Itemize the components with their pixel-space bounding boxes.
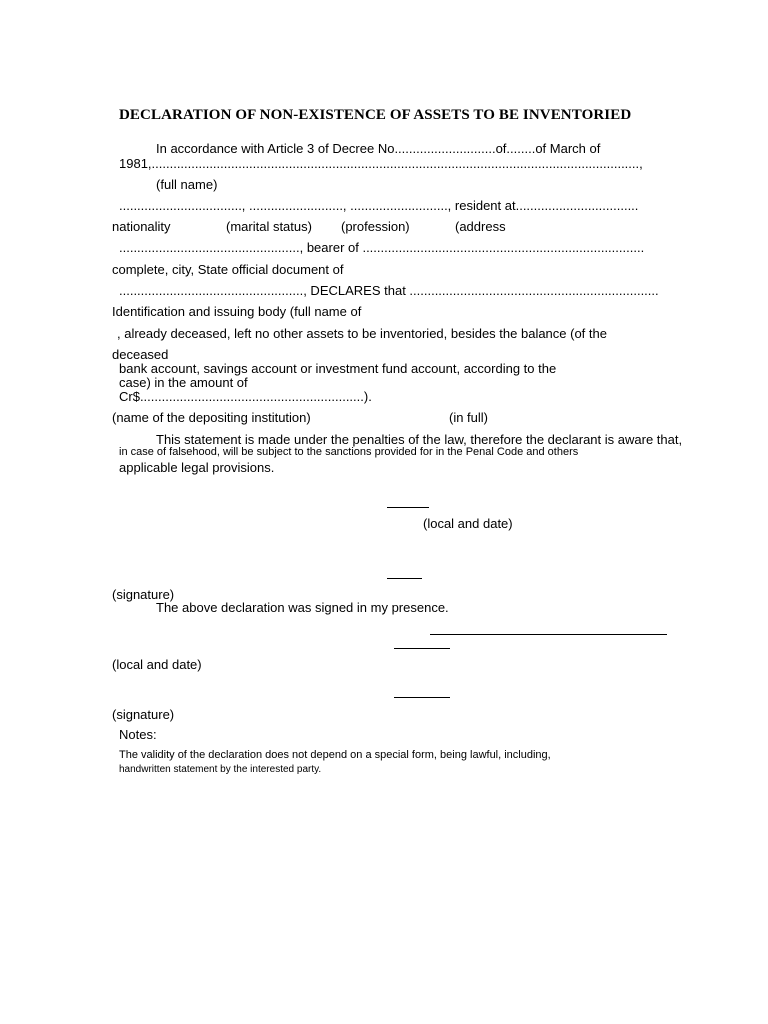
witness-line xyxy=(430,634,667,635)
declares-line: ..................................................., DECLARES that ..................................................................... xyxy=(119,283,659,298)
intro-line-1: In accordance with Article 3 of Decree No............................of........of March of xyxy=(156,141,601,156)
full-name-label: (full name) xyxy=(156,177,218,192)
deceased-label: deceased xyxy=(112,347,169,362)
complete-city-label: complete, city, State official document of xyxy=(112,262,344,277)
already-deceased-line: , already deceased, left no other assets to be inventoried, besides the balance (of the xyxy=(117,326,607,341)
profession-label: (profession) xyxy=(341,219,410,234)
signature-label-2: (signature) xyxy=(112,707,175,722)
amount-line: Cr$..............................................................). xyxy=(119,389,372,404)
nationality-label: nationality xyxy=(112,219,171,234)
marital-status-label: (marital status) xyxy=(226,219,312,234)
statement-line-3: applicable legal provisions. xyxy=(119,460,275,475)
notes-line-1: The validity of the declaration does not depend on a special form, being lawful, including, xyxy=(119,749,551,761)
bearer-line: .................................................., bearer of .............................................................................. xyxy=(119,240,645,255)
intro-line-2: 1981,......................................................................................................................................., xyxy=(119,156,643,171)
notes-heading: Notes: xyxy=(119,727,157,742)
local-and-date-label-2: (local and date) xyxy=(112,657,202,672)
local-and-date-label: (local and date) xyxy=(423,516,513,531)
witness-date-line xyxy=(394,648,450,649)
resident-line: .................................., .........................., ..........................., resident at.................................. xyxy=(119,198,639,213)
signature-line xyxy=(387,578,422,579)
case-amount-line: case) in the amount of xyxy=(119,375,248,390)
notes-line-2: handwritten statement by the interested party. xyxy=(119,764,322,775)
in-full-label: (in full) xyxy=(449,410,489,425)
bank-account-line: bank account, savings account or investment fund account, according to the xyxy=(119,361,557,376)
address-label: (address xyxy=(455,219,506,234)
date-line xyxy=(387,507,429,508)
statement-line-1: This statement is made under the penalties of the law, therefore the declarant is aware that, xyxy=(156,432,683,447)
identification-label: Identification and issuing body (full name of xyxy=(112,304,362,319)
depositing-institution-label: (name of the depositing institution) xyxy=(112,410,311,425)
signature-label: (signature) xyxy=(112,587,175,602)
signed-presence-text: The above declaration was signed in my presence. xyxy=(156,600,449,615)
witness-signature-line xyxy=(394,697,450,698)
document-title: DECLARATION OF NON-EXISTENCE OF ASSETS TO BE INVENTORIED xyxy=(119,107,632,123)
statement-line-2: in case of falsehood, will be subject to the sanctions provided for in the Penal Code and others xyxy=(119,446,579,458)
